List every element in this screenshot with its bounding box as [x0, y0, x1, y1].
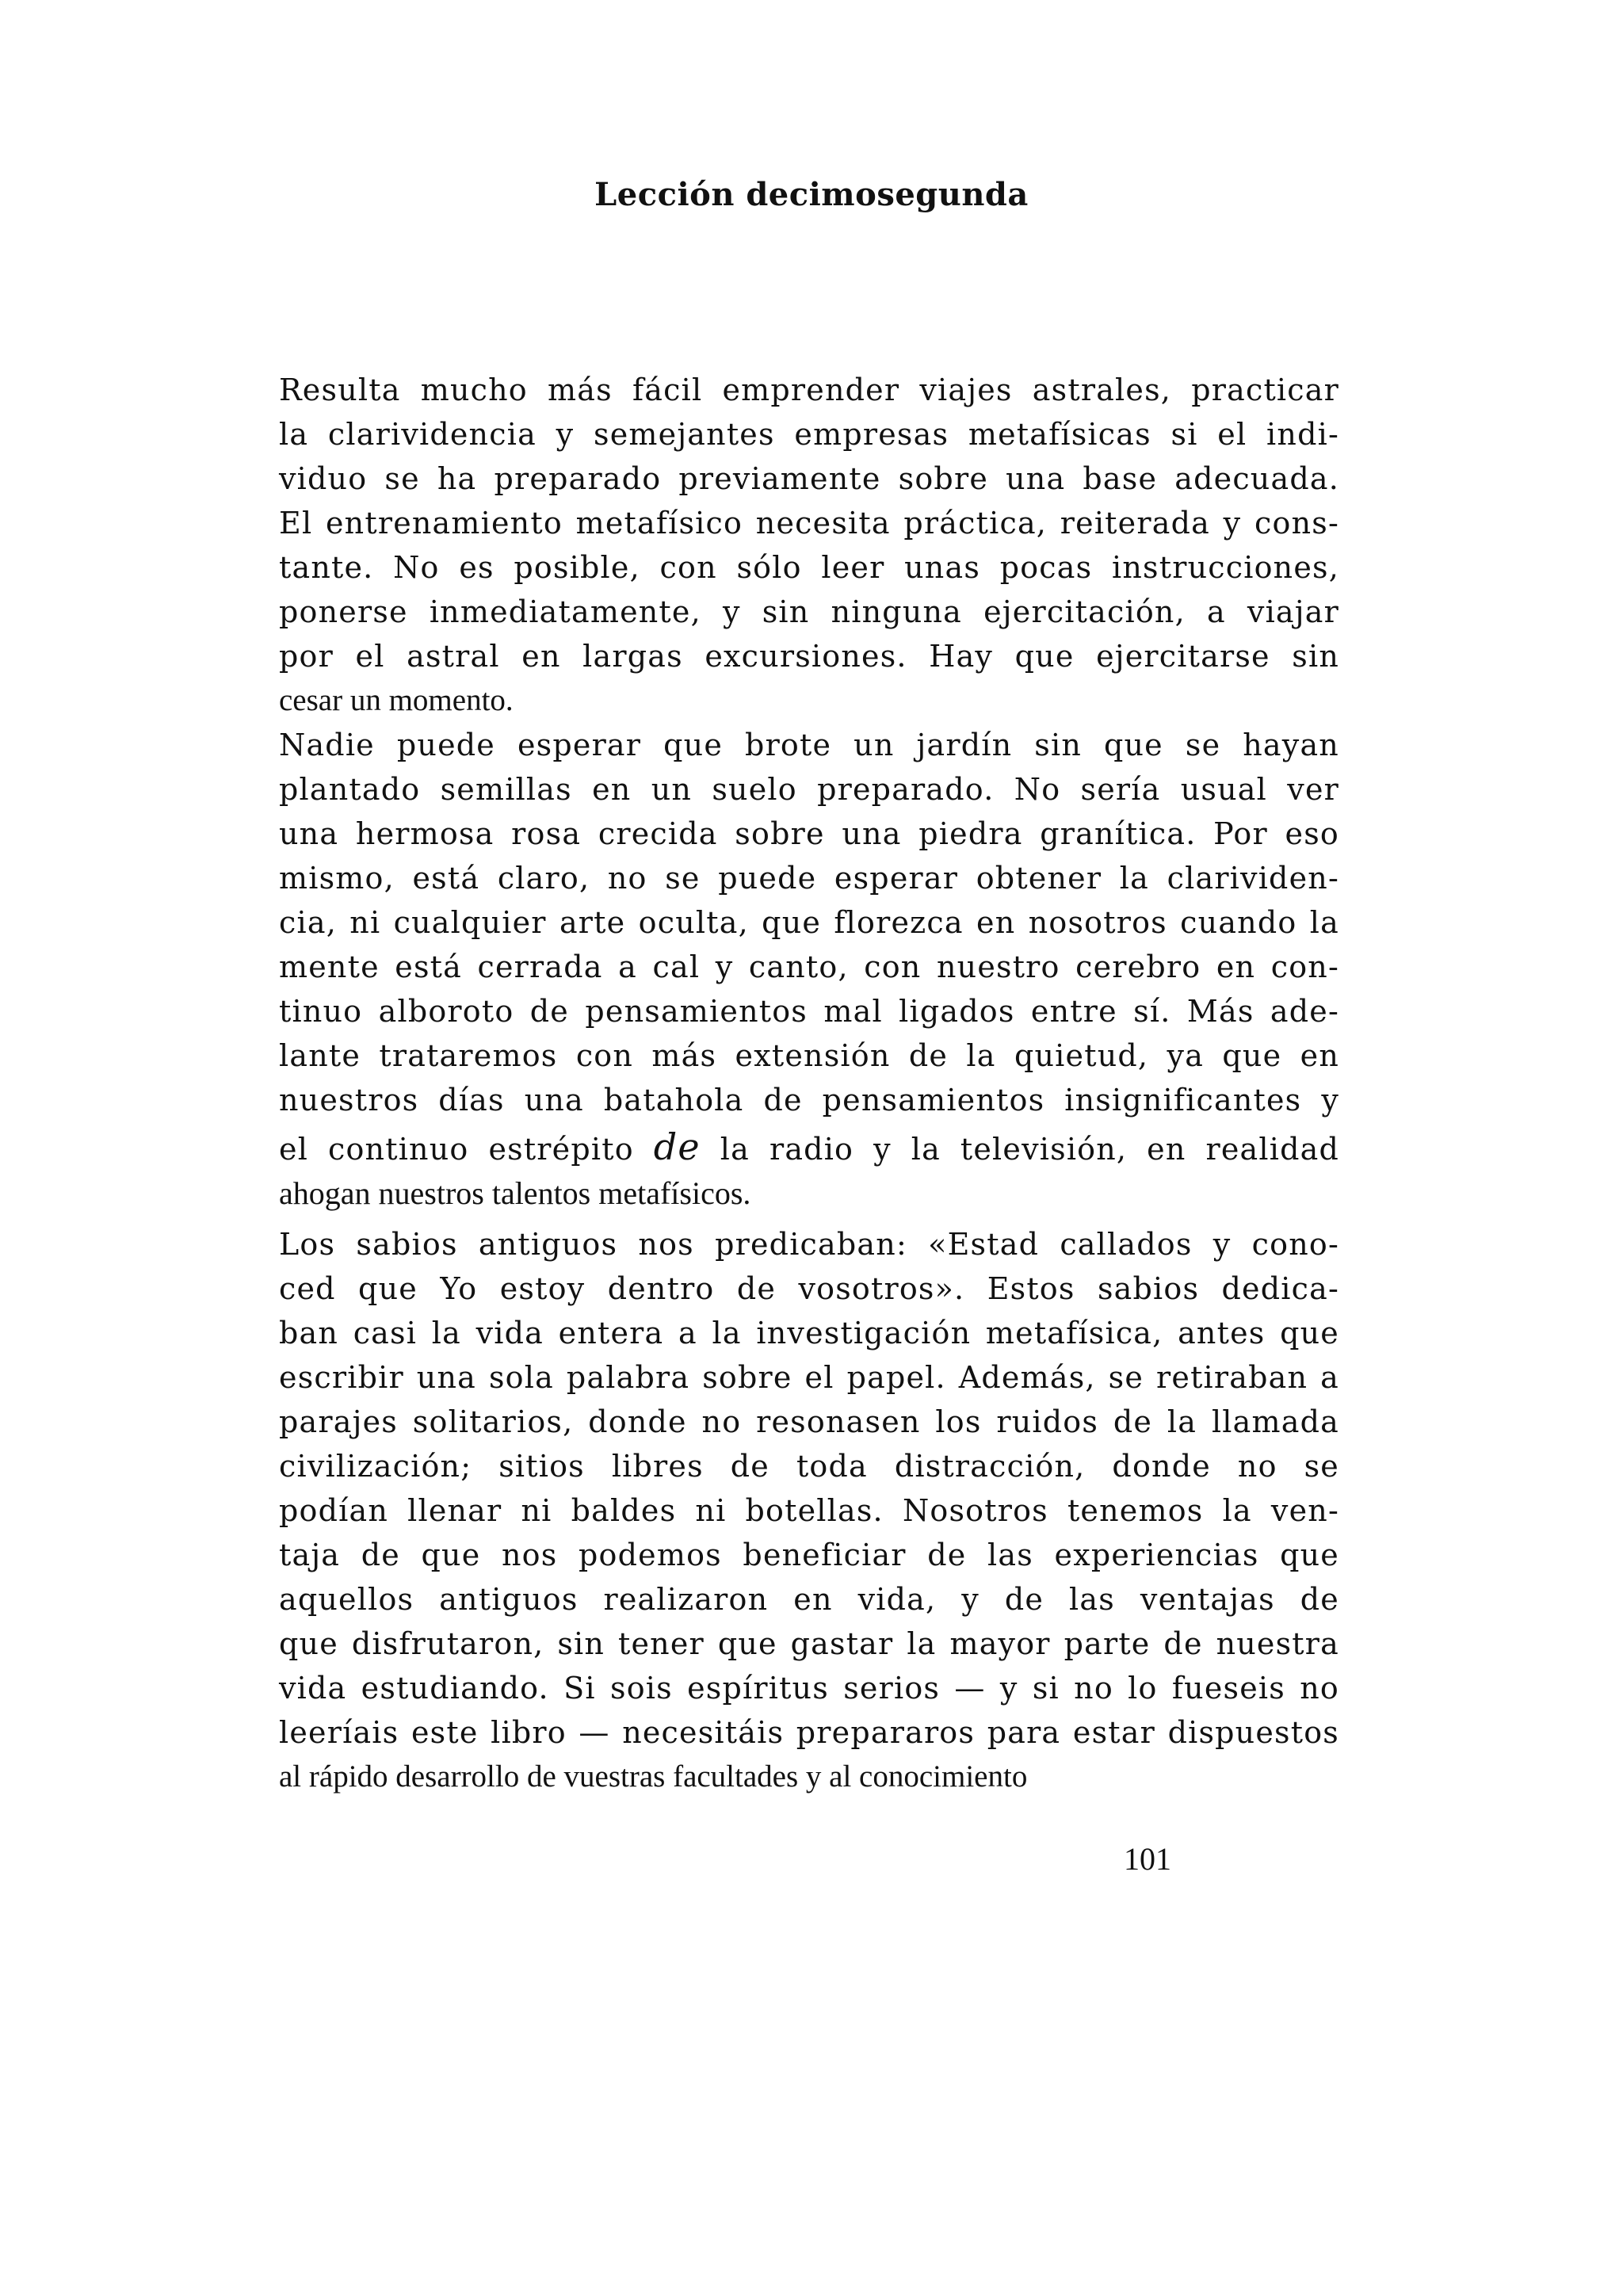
text-line: leeríais este libro — necesitáis prepararos para estar dispuestos	[279, 1715, 1339, 1750]
text-line: ban casi la vida entera a la investigación metafísica, antes que	[279, 1316, 1339, 1350]
paragraph-gap	[279, 1216, 1339, 1222]
text-line: plantado semillas en un suelo preparado. No sería usual ver	[279, 772, 1339, 807]
text-line: que disfrutaron, sin tener que gastar la mayor parte de nuestra	[279, 1626, 1339, 1661]
text-line: una hermosa rosa crecida sobre una piedra granítica. Por eso	[279, 816, 1339, 851]
text-line: Nadie puede esperar que brote un jardín sin que se hayan	[279, 728, 1339, 762]
text-line: tante. No es posible, con sólo leer unas pocas instrucciones,	[279, 550, 1339, 585]
text-line: Resulta mucho más fácil emprender viajes astrales, practicar	[279, 372, 1339, 407]
text-line: civilización; sitios libres de toda distracción, donde no se	[279, 1449, 1339, 1484]
text-fragment: el continuo estrépito	[279, 1132, 654, 1167]
text-line: nuestros días una batahola de pensamientos insignificantes y	[279, 1083, 1339, 1117]
text-line: mismo, está claro, no se puede esperar obtener la clarividen-	[279, 861, 1339, 896]
text-line: El entrenamiento metafísico necesita práctica, reiterada y cons-	[279, 506, 1339, 541]
text-line: ahogan nuestros talentos metafísicos.	[279, 1175, 751, 1211]
text-line: mente está cerrada a cal y canto, con nuestro cerebro en con-	[279, 949, 1339, 984]
chapter-title: Lección decimosegunda	[594, 176, 1029, 213]
text-line: lante trataremos con más extensión de la quietud, ya que en	[279, 1038, 1339, 1073]
text-line: tinuo alboroto de pensamientos mal ligados entre sí. Más ade-	[279, 994, 1339, 1029]
text-line: la clarividencia y semejantes empresas metafísicas si el indi-	[279, 417, 1339, 452]
page-number: 101	[1124, 1841, 1171, 1877]
text-line: ponerse inmediatamente, y sin ninguna ejercitación, a viajar	[279, 594, 1339, 629]
text-line: escribir una sola palabra sobre el papel. Además, se retiraban a	[279, 1360, 1339, 1395]
text-line: vida estudiando. Si sois espíritus serios — y si no lo fueseis no	[279, 1671, 1339, 1706]
text-line: cia, ni cualquier arte oculta, que florezca en nosotros cuando la	[279, 905, 1339, 940]
text-line: al rápido desarrollo de vuestras facultades y al conocimiento	[279, 1759, 1028, 1794]
text-line: Los sabios antiguos nos predicaban: «Estad callados y cono-	[279, 1227, 1339, 1262]
paragraph-1	[279, 368, 1339, 723]
paragraph-2	[279, 723, 1339, 1216]
text-line: por el astral en largas excursiones. Hay que ejercitarse sin	[279, 639, 1339, 674]
text-fragment: la radio y la televisión, en realidad	[700, 1132, 1340, 1167]
enlarged-word: de	[653, 1125, 701, 1168]
text-line: ced que Yo estoy dentro de vosotros». Estos sabios dedica-	[279, 1271, 1339, 1306]
paragraph-3	[279, 1222, 1339, 1799]
text-line: podían llenar ni baldes ni botellas. Nosotros tenemos la ven-	[279, 1493, 1339, 1528]
text-line: viduo se ha preparado previamente sobre una base adecuada.	[279, 461, 1339, 496]
text-line: parajes solitarios, donde no resonasen los ruidos de la llamada	[279, 1404, 1339, 1439]
text-line: aquellos antiguos realizaron en vida, y de las ventajas de	[279, 1582, 1339, 1617]
body-text	[279, 368, 1339, 1799]
text-line: taja de que nos podemos beneficiar de las experiencias que	[279, 1538, 1339, 1572]
text-line	[279, 1122, 1339, 1171]
text-line: cesar un momento.	[279, 683, 514, 717]
